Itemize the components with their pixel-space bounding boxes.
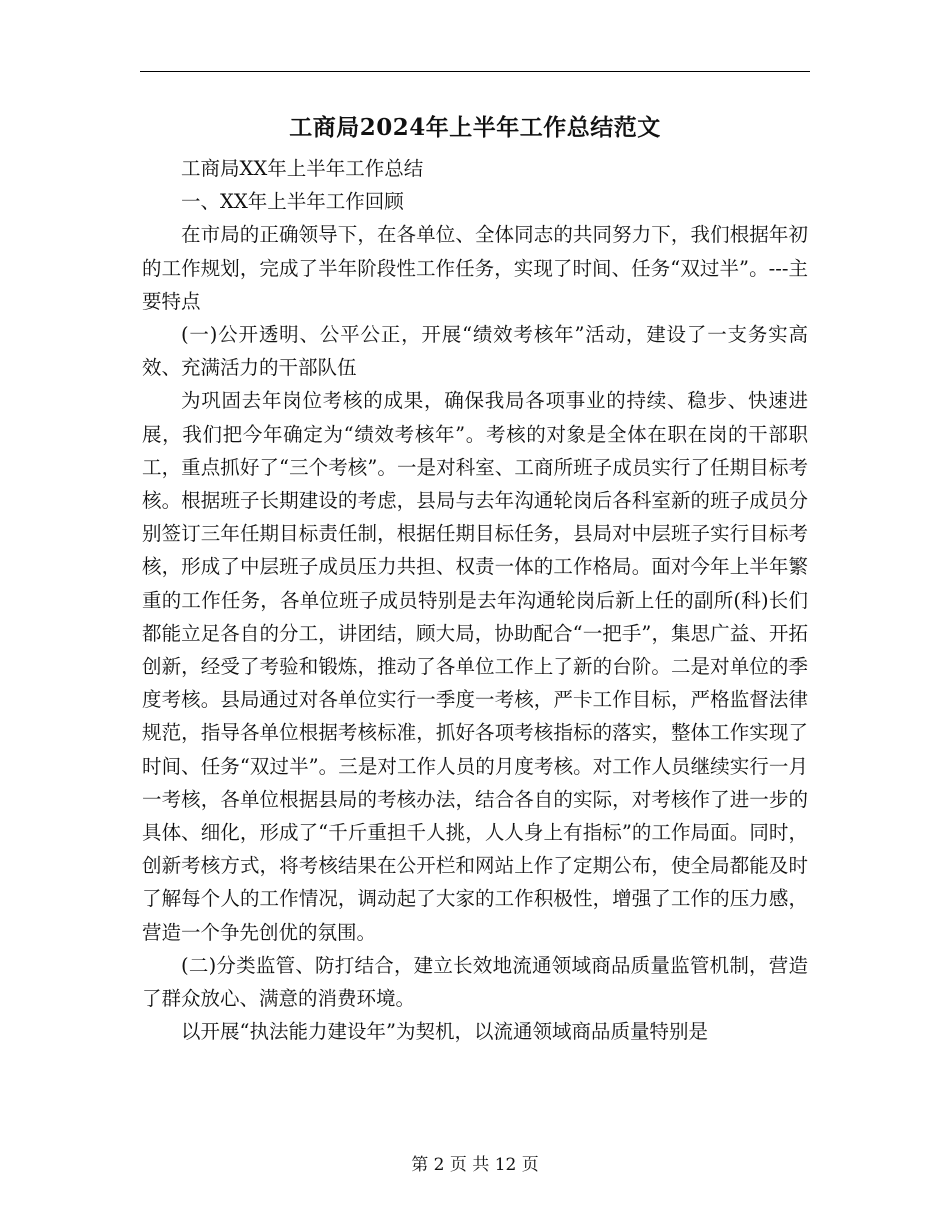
paragraph-body-1: 为巩固去年岗位考核的成果，确保我局各项事业的持续、稳步、快速进展，我们把今年确定为“绩效考核年”。考核的对象是全体在职在岗的干部职工，重点抓好了“三个考核”。一是对科室、工商所班子成员实行了任期目标考核。根据班子长期建设的考虑，县局与去年沟通轮岗后各科室新的班子成员分别签订三年任期目标责任制，根据任期目标任务，县局对中层班子实行目标考核，形成了中层班子成员压力共担、权责一体的工作格局。面对今年上半年繁重的工作任务，各单位班子成员特别是去年沟通轮岗后新上任的副所(科)长们都能立足各自的分工，讲团结，顾大局，协助配合“一把手”，集思广益、开拓创新，经受了考验和锻炼，推动了各单位工作上了新的台阶。二是对单位的季度考核。县局通过对各单位实行一季度一考核，严卡工作目标，严格监督法律规范，指导各单位根据考核标准，抓好各项考核指标的落实，整体工作实现了时间、任务“双过半”。三是对工作人员的月度考核。对工作人员继续实行一月一考核，各单位根据县局的考核办法，结合各自的实际，对考核作了进一步的具体、细化，形成了“千斤重担千人挑，人人身上有指标”的工作局面。同时，创新考核方式，将考核结果在公开栏和网站上作了定期公布，使全局都能及时了解每个人的工作情况，调动起了大家的工作积极性，增强了工作的压力感，营造一个争先创优的氛围。 — [142, 389, 808, 944]
paragraph-heading-1: (一)公开透明、公平公正，开展“绩效考核年”活动，建设了一支务实高效、充满活力的干部队伍 — [142, 323, 808, 380]
document-body — [142, 152, 808, 1048]
paragraph-subtitle: 工商局XX年上半年工作总结 — [181, 157, 424, 180]
paragraph-body-2: 以开展“执法能力建设年”为契机，以流通领域商品质量特别是 — [181, 1020, 708, 1044]
page-number: 第 2 页 共 12 页 — [411, 1155, 539, 1175]
paragraph-intro: 在市局的正确领导下，在各单位、全体同志的共同努力下，我们根据年初的工作规划，完成了半年阶段性工作任务，实现了时间、任务“双过半”。---主要特点 — [142, 223, 808, 313]
document-title: 工商局2024年上半年工作总结范文 — [289, 114, 661, 141]
paragraph-section-heading: 一、XX年上半年工作回顾 — [181, 190, 404, 214]
header-rule — [140, 71, 810, 72]
paragraph-heading-2: (二)分类监管、防打结合，建立长效地流通领域商品质量监管机制，营造了群众放心、满意的消费环境。 — [142, 953, 808, 1011]
page-footer — [0, 1152, 950, 1178]
